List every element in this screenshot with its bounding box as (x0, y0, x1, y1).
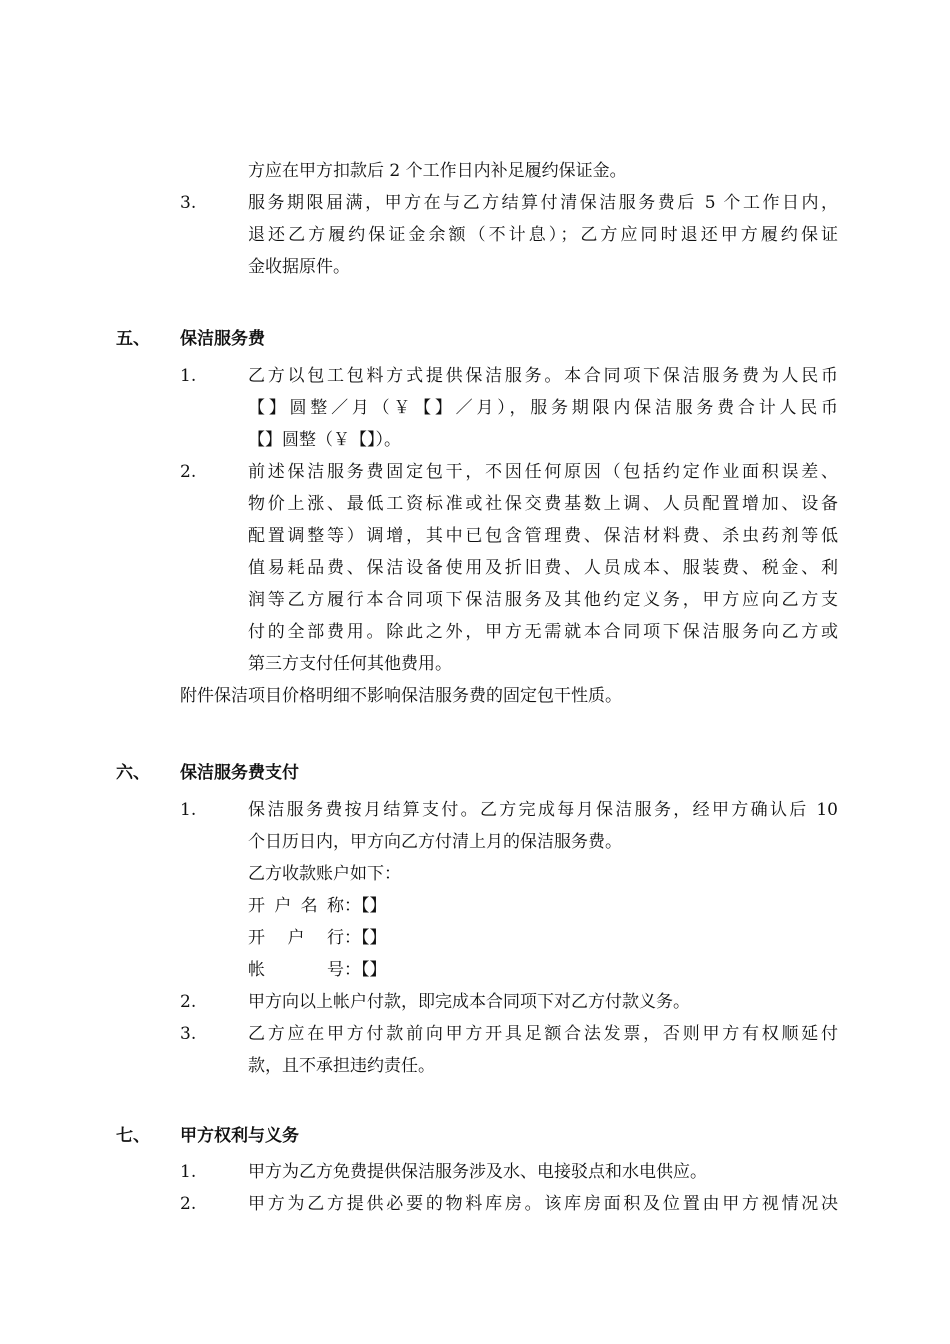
text-line (0, 520, 950, 552)
section-title: 保洁服务费支付 (180, 763, 299, 783)
section-heading (0, 757, 950, 789)
text-line (0, 360, 950, 392)
line-text: 付的全部费用。除此之外，甲方无需就本合同项下保洁服务向乙方或 (248, 622, 838, 642)
text-line (0, 155, 950, 187)
line-text: 乙方应在甲方付款前向甲方开具足额合法发票，否则甲方有权顺延付 (248, 1024, 838, 1044)
line-text: 物价上涨、最低工资标准或社保交费基数上调、人员配置增加、设备 (248, 494, 838, 514)
section-note (0, 680, 950, 712)
text-line (0, 187, 950, 219)
text-line (0, 584, 950, 616)
account-field (248, 954, 838, 986)
text-line (0, 648, 950, 680)
line-text: 方应在甲方扣款后 2 个工作日内补足履约保证金。 (248, 161, 627, 181)
text-line (0, 1156, 950, 1188)
line-text: 【】圆整（￥【】）。 (248, 430, 401, 450)
account-label: 开户名称 (248, 896, 344, 916)
line-text: 保洁服务费按月结算支付。乙方完成每月保洁服务，经甲方确认后 10 (248, 800, 838, 820)
line-text: 个日历日内，甲方向乙方付清上月的保洁服务费。 (248, 832, 622, 852)
text-line (0, 826, 950, 858)
text-line (0, 424, 950, 456)
account-value: ：【】 (344, 960, 387, 980)
line-text: 甲方为乙方免费提供保洁服务涉及水、电接驳点和水电供应。 (248, 1162, 707, 1182)
item-number: 1. (180, 366, 197, 386)
line-text: 润等乙方履行本合同项下保洁服务及其他约定义务，甲方应向乙方支 (248, 590, 838, 610)
section-number: 六、 (116, 763, 150, 783)
text-line (0, 552, 950, 584)
section-title: 甲方权利与义务 (180, 1126, 299, 1146)
account-row (0, 954, 950, 986)
line-text: 款，且不承担违约责任。 (248, 1056, 435, 1076)
text-line (0, 392, 950, 424)
line-text: 乙方收款账户如下： (248, 864, 401, 884)
account-value: ：【】 (344, 896, 387, 916)
item-number: 1. (180, 800, 197, 820)
item-number: 3. (180, 193, 197, 213)
account-label: 开户行 (248, 928, 344, 948)
item-number: 2. (180, 1194, 197, 1214)
text-line (0, 1188, 950, 1220)
item-number: 2. (180, 992, 197, 1012)
text-line (0, 219, 950, 251)
account-row (0, 922, 950, 954)
line-text: 服务期限届满，甲方在与乙方结算付清保洁服务费后 5 个工作日内， (248, 193, 838, 213)
item-number: 1. (180, 1162, 197, 1182)
account-row (0, 890, 950, 922)
section-heading (0, 1120, 950, 1152)
section-title: 保洁服务费 (180, 329, 265, 349)
item-number: 2. (180, 462, 197, 482)
text-line (0, 986, 950, 1018)
line-text: 【】圆整／月（￥【】／月），服务期限内保洁服务费合计人民币 (248, 398, 838, 418)
account-label: 帐号 (248, 960, 344, 980)
text-line (0, 488, 950, 520)
line-text: 乙方以包工包料方式提供保洁服务。本合同项下保洁服务费为人民币 (248, 366, 838, 386)
text-line (0, 794, 950, 826)
line-text: 金收据原件。 (248, 257, 350, 277)
section-number: 七、 (116, 1126, 150, 1146)
text-line (0, 1018, 950, 1050)
account-value: ：【】 (344, 928, 387, 948)
account-field (248, 890, 838, 922)
text-line (0, 616, 950, 648)
line-text: 第三方支付任何其他费用。 (248, 654, 452, 674)
section-heading (0, 323, 950, 355)
text-line (0, 456, 950, 488)
item-number: 3. (180, 1024, 197, 1044)
note-text: 附件保洁项目价格明细不影响保洁服务费的固定包干性质。 (180, 686, 622, 706)
text-line (0, 1050, 950, 1082)
line-text: 值易耗品费、保洁设备使用及折旧费、人员成本、服装费、税金、利 (248, 558, 838, 578)
line-text: 退还乙方履约保证金余额（不计息）；乙方应同时退还甲方履约保证 (248, 225, 838, 245)
section-number: 五、 (116, 329, 150, 349)
text-line (0, 858, 950, 890)
line-text: 甲方向以上帐户付款，即完成本合同项下对乙方付款义务。 (248, 992, 690, 1012)
account-field (248, 922, 838, 954)
line-text: 前述保洁服务费固定包干，不因任何原因（包括约定作业面积误差、 (248, 462, 838, 482)
line-text: 甲方为乙方提供必要的物料库房。该库房面积及位置由甲方视情况决 (248, 1194, 838, 1214)
line-text: 配置调整等）调增，其中已包含管理费、保洁材料费、杀虫药剂等低 (248, 526, 838, 546)
text-line (0, 251, 950, 283)
